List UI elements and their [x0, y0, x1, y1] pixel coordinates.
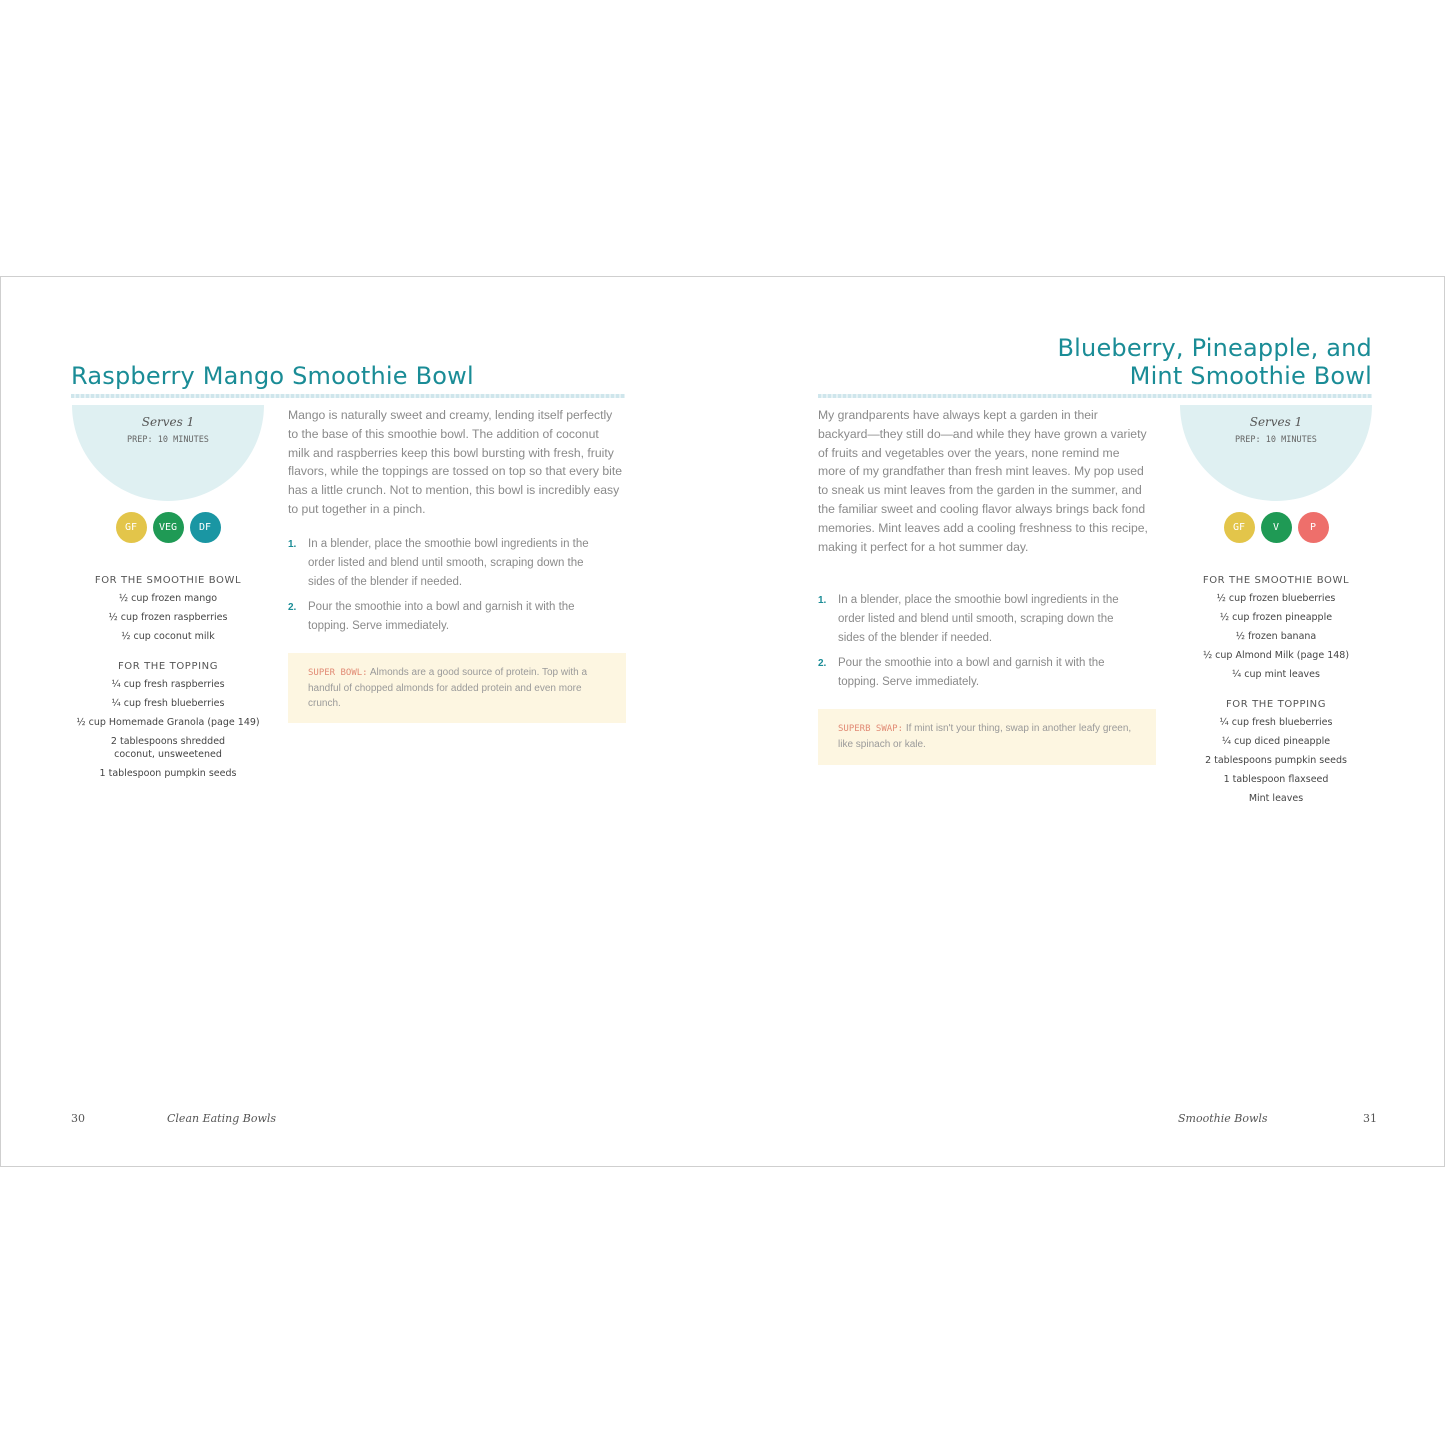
step-number: 1.	[288, 539, 297, 550]
left-ingredients	[72, 563, 264, 786]
left-page-number: 30	[71, 1112, 85, 1125]
step-number: 2.	[288, 602, 297, 613]
ingredient-item: ¼ cup fresh raspberries	[111, 679, 225, 690]
tip-lead: SUPER BOWL:	[308, 668, 368, 678]
step-number: 2.	[818, 658, 827, 669]
step-text: Pour the smoothie into a bowl and garnish it with the topping. Serve immediately.	[838, 657, 1105, 688]
left-diet-badges	[72, 512, 264, 543]
ingredient-item: 1 tablespoon flaxseed	[1223, 774, 1329, 785]
paleo-badge-icon: P	[1298, 512, 1329, 543]
right-prep-time: PREP: 10 MINUTES	[1235, 435, 1317, 445]
ingredient-item: Mint leaves	[1248, 793, 1304, 804]
step-item	[288, 598, 613, 636]
right-diet-badges	[1180, 512, 1372, 543]
ingredient-item: ¼ cup diced pineapple	[1221, 736, 1331, 747]
right-tip-box	[818, 709, 1156, 765]
ingredient-item: ½ frozen banana	[1235, 631, 1317, 642]
right-title-line-1: Blueberry, Pineapple, and	[1057, 334, 1372, 362]
ingredient-item: ½ cup frozen blueberries	[1216, 593, 1336, 604]
tip-lead: SUPERB SWAP:	[838, 724, 904, 734]
left-prep-time: PREP: 10 MINUTES	[127, 435, 209, 445]
right-title-rule	[818, 394, 1372, 398]
right-running-head: Smoothie Bowls	[1178, 1112, 1268, 1125]
right-title-line-2: Mint Smoothie Bowl	[1129, 362, 1372, 390]
ingredient-item: ¼ cup fresh blueberries	[1219, 717, 1333, 728]
tip-text: If mint isn't your thing, swap in another leafy green, like spinach or kale.	[838, 723, 1132, 750]
ingredient-item: 2 tablespoons pumpkin seeds	[1205, 755, 1347, 766]
gf-badge-icon: GF	[116, 512, 147, 543]
ingredient-item: ½ cup frozen pineapple	[1219, 612, 1333, 623]
right-serves: Serves 1	[1249, 415, 1303, 429]
step-text: In a blender, place the smoothie bowl ingredients in the order listed and blend until smooth, scraping down the sides of the blender if needed.	[308, 538, 589, 588]
tip-text: Almonds are a good source of protein. Top with a handful of chopped almonds for added protein and even more crunch.	[308, 667, 588, 709]
right-ingredients	[1180, 563, 1372, 811]
left-tip-box	[288, 653, 626, 723]
left-steps	[288, 535, 613, 642]
ingredient-item: ¼ cup mint leaves	[1232, 669, 1320, 680]
ingredient-item: ½ cup Homemade Granola (page 149)	[76, 717, 260, 728]
step-text: In a blender, place the smoothie bowl ingredients in the order listed and blend until smooth, scraping down the sides of the blender if needed.	[838, 594, 1119, 644]
ingredient-item: ¼ cup fresh blueberries	[111, 698, 225, 709]
left-smoothie-heading: FOR THE SMOOTHIE BOWL	[94, 575, 242, 586]
step-number: 1.	[818, 595, 827, 606]
ingredient-item: ½ cup Almond Milk (page 148)	[1202, 650, 1350, 661]
df-badge-icon: DF	[190, 512, 221, 543]
ingredient-item: ½ cup frozen raspberries	[108, 612, 228, 623]
right-topping-heading: FOR THE TOPPING	[1225, 699, 1327, 710]
left-serves: Serves 1	[141, 415, 195, 429]
ingredient-item: 1 tablespoon pumpkin seeds	[99, 768, 237, 779]
veg-badge-icon: VEG	[153, 512, 184, 543]
right-recipe-title	[1058, 334, 1373, 390]
left-intro: Mango is naturally sweet and creamy, lending itself perfectly to the base of this smoothie bowl. The addition of coconut milk and raspberries keep this bowl bursting with fresh, fruity flavors, while the toppings are tossed on top so that every bite has a little crunch. Not to mention, this bowl is incredibly easy to put together in a pinch.	[288, 408, 622, 516]
left-topping-heading: FOR THE TOPPING	[117, 661, 219, 672]
vegan-badge-icon: V	[1261, 512, 1292, 543]
right-intro: My grandparents have always kept a garden in their backyard—they still do—and while they have grown a variety of fruits and vegetables over the years, none remind me more of my grandfather than fresh mint leaves. My pop used to sneak us mint leaves from the garden in the summer, and the familiar sweet and cooling flavor always brings back fond memories. Mint leaves add a cooling freshness to this recipe, making it perfect for a hot summer day.	[818, 408, 1148, 554]
ingredient-item: 2 tablespoons shredded coconut, unsweetened	[110, 736, 226, 760]
left-recipe-title: Raspberry Mango Smoothie Bowl	[71, 362, 474, 390]
right-smoothie-heading: FOR THE SMOOTHIE BOWL	[1202, 575, 1350, 586]
step-item	[818, 591, 1143, 648]
step-item	[818, 654, 1143, 692]
right-steps	[818, 591, 1143, 698]
gf-badge-icon: GF	[1224, 512, 1255, 543]
step-item	[288, 535, 613, 592]
ingredient-item: ½ cup coconut milk	[121, 631, 215, 642]
step-text: Pour the smoothie into a bowl and garnish it with the topping. Serve immediately.	[308, 601, 575, 632]
right-page-number: 31	[1363, 1112, 1377, 1125]
left-running-head: Clean Eating Bowls	[167, 1112, 277, 1125]
ingredient-item: ½ cup frozen mango	[118, 593, 218, 604]
left-title-rule	[71, 394, 625, 398]
